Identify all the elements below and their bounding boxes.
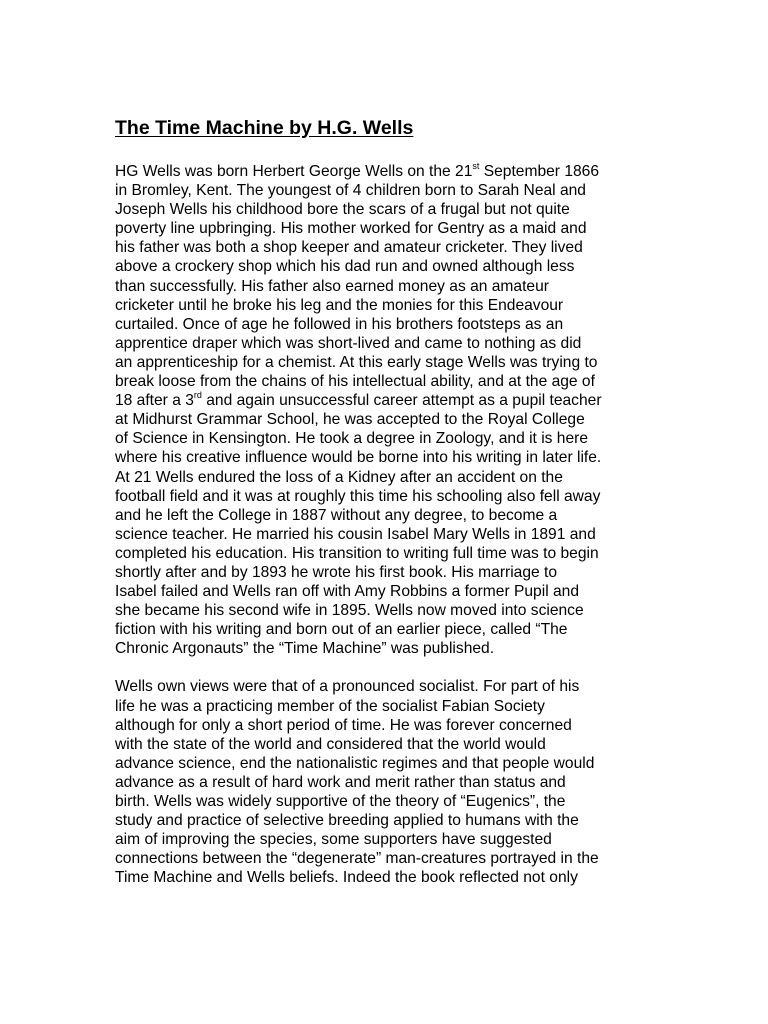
text-line [115,429,660,448]
text-run: at Midhurst Grammar School, he was accepted to the Royal College [115,411,585,429]
document-body [115,116,660,887]
text-run: above a crockery shop which his dad run and owned although less [115,258,575,276]
text-line [115,754,660,773]
text-line [115,735,660,754]
text-run: apprentice draper which was short-lived and came to nothing as did [115,334,582,352]
text-line [115,792,660,811]
text-run: football field and it was at roughly this time his schooling also fell away [115,487,601,505]
text-line [115,181,660,200]
text-run: in Bromley, Kent. The youngest of 4 children born to Sarah Neal and [115,182,586,200]
text-run: Isabel failed and Wells ran off with Amy Robbins a former Pupil and [115,583,580,601]
text-run: life he was a practicing member of the socialist Fabian Society [115,697,545,715]
text-run: study and practice of selective breeding applied to humans with the [115,812,579,830]
text-line [115,162,660,181]
text-line [115,582,660,601]
text-line [115,639,660,658]
text-run: advance as a result of hard work and merit rather than status and [115,773,566,791]
text-run: Wells own views were that of a pronounced socialist. For part of his [115,678,580,696]
text-line [115,544,660,563]
text-run: and he left the College in 1887 without any degree, to become a [115,506,558,524]
text-line [115,849,660,868]
text-line [115,830,660,849]
text-line [115,620,660,639]
text-line [115,372,660,391]
text-run: cricketer until he broke his leg and the monies for this Endeavour [115,296,564,314]
text-line [115,334,660,353]
text-run: aim of improving the species, some supporters have suggested [115,831,552,849]
text-line [115,315,660,334]
text-line [115,677,660,696]
text-line [115,219,660,238]
text-run: connections between the “degenerate” man-creatures portrayed in the [115,850,599,868]
text-run: and again unsuccessful career attempt as a pupil teacher [201,392,602,410]
text-run: shortly after and by 1893 he wrote his first book. His marriage to [115,563,558,581]
text-run: an apprenticeship for a chemist. At this early stage Wells was trying to [115,353,598,371]
ordinal-suffix: rd [193,389,202,400]
text-line [115,257,660,276]
ordinal-suffix: st [472,160,480,171]
text-line [115,811,660,830]
text-run: with the state of the world and considered that the world would [115,735,546,753]
text-run: At 21 Wells endured the loss of a Kidney after an accident on the [115,468,563,486]
text-run: science teacher. He married his cousin Isabel Mary Wells in 1891 and [115,525,596,543]
text-run: she became his second wife in 1895. Wells now moved into science [115,602,584,620]
text-run: advance science, end the nationalistic regimes and that people would [115,754,595,772]
text-run: HG Wells was born Herbert George Wells on the 21 [115,163,473,180]
text-run: poverty line upbringing. His mother worked for Gentry as a maid and [115,220,587,238]
text-line [115,238,660,257]
text-line [115,716,660,735]
text-line [115,525,660,544]
document-title: The Time Machine by H.G. Wells [115,117,414,139]
text-run: of Science in Kensington. He took a degree in Zoology, and it is here [115,430,589,448]
paragraph-views [115,677,660,887]
text-line [115,697,660,716]
text-line [115,410,660,429]
text-run: than successfully. His father also earned money as an amateur [115,277,549,295]
text-line [115,487,660,506]
text-line [115,200,660,219]
text-run: September 1866 [479,163,600,180]
text-line [115,773,660,792]
text-line [115,391,660,410]
text-run: completed his education. His transition to writing full time was to begin [115,544,599,562]
text-line [115,296,660,315]
text-run: birth. Wells was widely supportive of the theory of “Eugenics”, the [115,793,566,810]
text-run: break loose from the chains of his intellectual ability, and at the age of [115,373,595,391]
text-line [115,563,660,582]
paragraph-biography [115,162,660,658]
text-run: his father was both a shop keeper and amateur cricketer. They lived [115,239,583,257]
text-run: 18 after a 3 [115,392,194,410]
text-line [115,601,660,620]
text-run: curtailed. Once of age he followed in his brothers footsteps as an [115,315,564,333]
text-run: Time Machine and Wells beliefs. Indeed the book reflected not only [115,869,578,887]
text-line [115,468,660,487]
text-run: fiction with his writing and born out of an earlier piece, called “The [115,621,568,639]
text-line [115,868,660,887]
text-run: Joseph Wells his childhood bore the scars of a frugal but not quite [115,201,570,219]
text-run: although for only a short period of time. He was forever concerned [115,716,572,734]
text-run: Chronic Argonauts” the “Time Machine” was published. [115,640,495,658]
text-line [115,353,660,372]
text-line [115,277,660,296]
text-run: where his creative influence would be borne into his writing in later life. [115,449,602,467]
text-line [115,448,660,467]
text-line [115,506,660,525]
